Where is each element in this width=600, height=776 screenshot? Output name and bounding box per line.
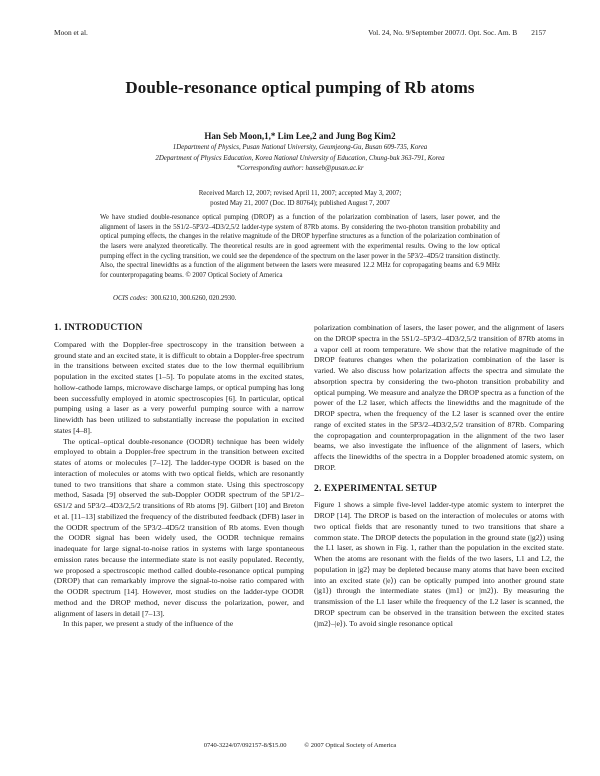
paper-title: Double-resonance optical pumping of Rb atoms [125,78,475,97]
corresponding-author: *Corresponding author: hanseb@pusan.ac.kr [236,165,364,173]
abstract: We have studied double-resonance optical pumping (DROP) as a function of the polarization combination of lasers, laser power, and the alignment of lasers in the 5S1/2–5P3/2–4D3/2,5/2 ladder-type system of 87Rb atoms. By considering the two-photon transition probability and optical pumping effects, the changes in the relative magnitude of the DROP hyperfine structures as a function of the polarization combination of the lasers were analyzed theoretically. The theoretical results are in good agreement with the experimental results. Owing to the low optical pumping effect in the cycling transition, we could see the dependence of the spectrum on the laser power in the 5P3/2–4D5/2 transition distinctly. Also, the spectral linewidths as a function of the alignment between the lasers were measured 12.2 MHz for copropagating beams and 6.9 MHz for counterpropagating beams. © 2007 Optical Society of America [100,214,500,279]
left-column [54,323,304,630]
received-dates [54,189,546,209]
footer-price-code: 0740-3224/07/092157-8/$15.00 [203,742,287,749]
ocis-codes [113,295,236,302]
intro-paragraph-3: In this paper, we present a study of the influence of the [63,619,234,629]
received-line-2: posted May 21, 2007 (Doc. ID 80764); published August 7, 2007 [210,199,390,207]
intro-paragraph-1: Compared with the Doppler-free spectroscopy in the transition between a ground state and an excited state, it is difficult to obtain a Doppler-free spectrum in the transitions between excited states due to the low thermal equilibrium population in the excited states [1–5]. To populate atoms in the excited states, hollow-cathode lamps, microwave discharge lamps, or optical pumping has long been successfully employed in atomic spectroscopies [6]. In particular, optical pumping using a laser as a very powerful pumping source with a narrow linewidth has been utilized to substantially increase the population in excited states [4–8]. [54,339,304,435]
intro-paragraph-2: The optical–optical double-resonance (OODR) technique has been widely employed to obtain a Doppler-free spectrum in the transition between excited states of atoms or molecules [7–12]. The ladder-type OODR is based on the interaction of molecules or atoms with two optical fields, which are resonantly tuned to two transitions that share a common state. Using this spectroscopy method, Sasada [9] observed the sub-Doppler OODR spectrum of the 5P1/2–6S1/2 and 5P3/2–4D3/2,5/2 transitions of Rb atoms [9]. Gilbert [10] and Breton et al. [11–13] stabilized the frequency of the distributed feedback (DFB) laser in the OODR spectrum of the 5P3/2–4D5/2 transition of Rb atoms. Even though the OODR signal has been widely used, the OODR technique remains inadequate for large signal-to-noise ratios in systems with large spontaneous emission rates because the intermediate state is not easily populated. Recently, we proposed a spectroscopic method called double-resonance optical pumping (DROP) that can remarkably improve the signal-to-noise ratio compared with the OODR spectrum [14]. However, most studies on the ladder-type OODR method and the DROP method, never discuss the polarization, power, and alignment of lasers in detail [7–13]. [54,436,304,618]
ocis-label: OCIS codes: [113,295,148,302]
affiliations [54,143,546,175]
page-number: 2157 [531,28,546,37]
right-column [314,323,564,629]
page-footer [0,742,600,749]
affiliation-1: 1Department of Physics, Pusan National University, Geumjeong-Gu, Busan 609-735, Korea [172,144,428,151]
affiliation-2: 2Department of Physics Education, Korea National University of Education, Chung-buk 363-791, Korea [155,154,445,162]
received-line-1: Received March 12, 2007; revised April 11, 2007; accepted May 3, 2007; [198,190,402,197]
journal-volume: Vol. 24, No. 9/September 2007/J. Opt. Soc. Am. B [368,28,518,37]
setup-paragraph-1: Figure 1 shows a simple five-level ladder-type atomic system to interpret the DROP [14]. The DROP is based on the interaction of molecules or atoms with two optical fields that are resonantly tuned to two transitions that share a common state. The DROP detects the population in the ground state (|g2⟩) using the L1 laser, as shown in Fig. 1, rather than the population in the excited state. When the atoms are resonant with the fields of the two lasers, L1 and L2, the population in |g2⟩ may be depleted because many atoms that have been excited into an excited state (|e⟩) can be optically pumped into another ground state (|g1⟩) through the intermediate states (|m1⟩ or |m2⟩). By measuring the transmission of the L1 laser while the frequency of the L2 laser is scanned, the DROP spectrum can be observed in the transition between the excited states (|m2⟩–|e⟩). To avoid single resonance optical [314,500,564,628]
footer-copyright: © 2007 Optical Society of America [304,742,397,749]
author-list: Han Seb Moon,1,* Lim Lee,2 and Jung Bog Kim2 [204,131,396,141]
section-heading-experimental-setup: 2. EXPERIMENTAL SETUP [314,483,438,494]
intro-paragraph-continuation: polarization combination of lasers, the laser power, and the alignment of lasers on the DROP spectra in the 5S1/2–5P3/2–4D3/2,5/2 transition of 87Rb atoms in a vapor cell at room temperature. We show that the relative magnitude of the DROP features changes when the polarization combination of the laser is varied. We also discuss how polarization affects the spectra and simulate the absorption spectra by considering the two-photon transition probability and optical pumping. We measure and analyze the DROP spectra as a function of the power of the L2 laser, which affects the linewidths and the magnitude of the DROP spectra, when the frequency of the L2 laser is scanned over the entire range of excited states in the 5P3/2–4D3/2,5/2 transition of 87Rb. Comparing the copropagation and counterpropagation in the alignment of the two laser beams, we also investigate the influence of the alignment of lasers, which affects the linewidths of the spectra in a Doppler broadened atomic system, on DROP. [314,323,564,472]
ocis-values: 300.6210, 300.6260, 020.2930. [150,295,237,302]
running-header-authors: Moon et al. [54,28,88,37]
section-heading-introduction: 1. INTRODUCTION [54,323,143,333]
running-header [54,28,546,40]
running-header-journal [354,28,546,37]
